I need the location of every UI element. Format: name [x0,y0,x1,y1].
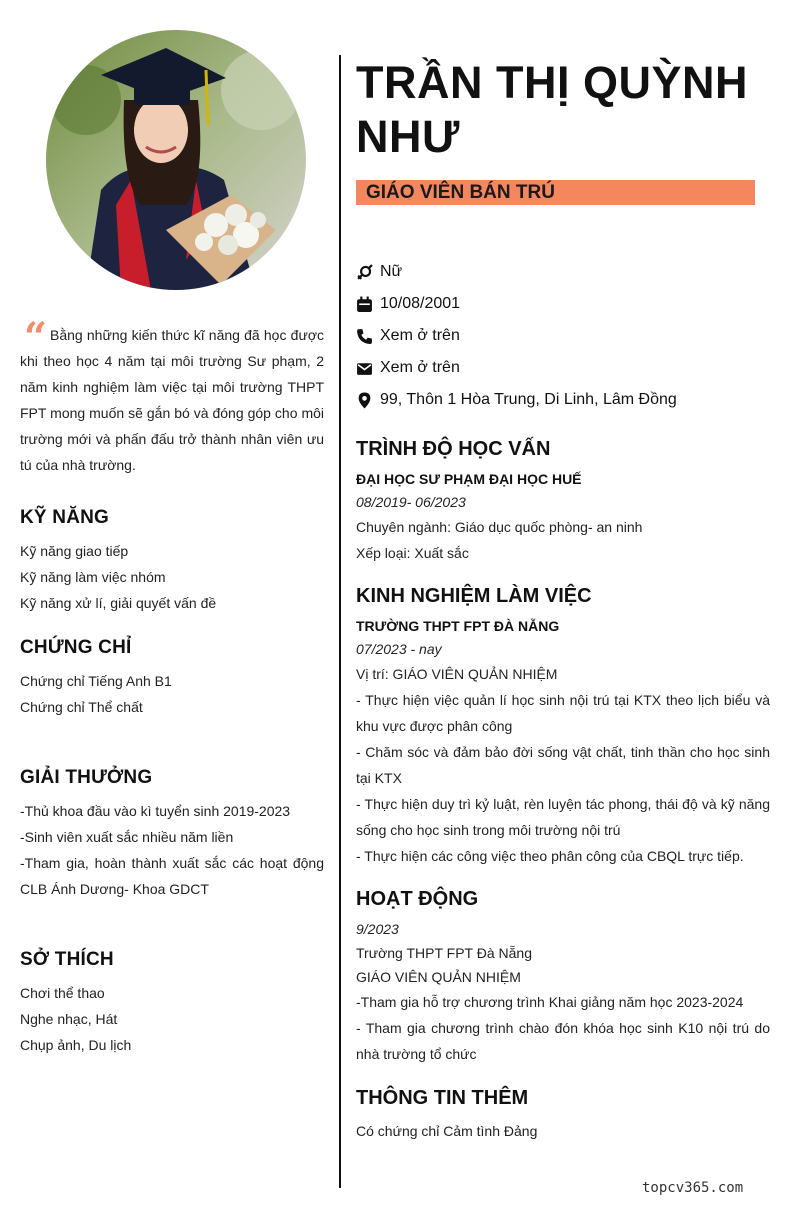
education-grade: Xếp loại: Xuất sắc [356,545,469,561]
list-item: Chơi thể thao [20,985,105,1001]
position-title: GIÁO VIÊN BÁN TRÚ [366,182,555,203]
phone-text: Xem ở trên [380,327,460,344]
calendar-icon [356,296,373,313]
address-text: 99, Thôn 1 Hòa Trung, Di Linh, Lâm Đồng [380,391,677,408]
list-item: -Tham gia, hoàn thành xuất sắc các hoạt động CLB Ánh Dương- Khoa GDCT [20,855,324,897]
column-divider [339,55,341,1188]
list-item: Chứng chỉ Tiếng Anh B1 [20,673,172,689]
summary-text: Bằng những kiến thức kĩ năng đã học được khi theo học 4 năm tại môi trường Sư phạm, 2 năm kinh nghiệm làm việc tại môi trường THPT FPT mong muốn sẽ gắn bó và đóng góp cho môi trường mới và phấn đấu trở thành nhân viên ưu tú của nhà trường. [20,327,324,473]
email-text: Xem ở trên [380,359,460,376]
certificates-title: CHỨNG CHỈ [20,637,132,658]
school-name: ĐẠI HỌC SƯ PHẠM ĐẠI HỌC HUẾ [356,471,582,487]
envelope-icon [356,360,373,377]
extra-info-title: THÔNG TIN THÊM [356,1087,529,1109]
experience-duty: - Thực hiện các công việc theo phân công của CBQL trực tiếp. [356,848,744,864]
list-item: Chứng chỉ Thể chất [20,699,143,715]
phone-icon [356,328,373,345]
career-summary [20,314,324,478]
awards-title: GIẢI THƯỞNG [20,767,153,788]
list-item: -Thủ khoa đầu vào kì tuyển sinh 2019-2023 [20,803,291,819]
list-item: Kỹ năng làm việc nhóm [20,569,166,585]
map-pin-icon [356,392,373,409]
education-major: Chuyên ngành: Giáo dục quốc phòng- an ninh [356,519,643,535]
gender-text: Nữ [380,263,403,280]
position-banner [356,180,755,205]
hobbies-list [20,980,324,1058]
gender-icon [356,264,373,281]
activities-item: -Tham gia hỗ trợ chương trình Khai giảng năm học 2023-2024 [356,994,744,1010]
skills-title: KỸ NĂNG [20,507,110,528]
education-section [356,467,770,566]
education-period: 08/2019- 06/2023 [356,494,466,510]
education-title: TRÌNH ĐỘ HỌC VẤN [356,438,551,460]
experience-duty: - Chăm sóc và đảm bảo đời sống vật chất, tinh thần cho học sinh tại KTX [356,744,770,786]
activities-title: HOẠT ĐỘNG [356,888,479,910]
list-item: -Sinh viên xuất sắc nhiều năm liền [20,829,234,845]
skills-list [20,538,324,616]
awards-list [20,798,324,902]
experience-duty: - Thực hiện việc quản lí học sinh nội trú tại KTX theo lịch biểu và khu vực được phân công [356,692,770,734]
activities-section [356,918,770,1067]
certificates-list [20,668,324,720]
experience-role: Vị trí: GIÁO VIÊN QUẢN NHIỆM [356,666,558,682]
extra-info-section [356,1118,770,1144]
activities-item: - Tham gia chương trình chào đón khóa học sinh K10 nội trú do nhà trường tổ chức [356,1020,770,1062]
experience-period: 07/2023 - nay [356,641,442,657]
birthday-text: 10/08/2001 [380,295,461,312]
avatar-photo [46,30,306,290]
watermark-text: topcv365.com [642,1180,744,1196]
list-item: Kỹ năng giao tiếp [20,543,129,559]
list-item: Chụp ảnh, Du lịch [20,1037,132,1053]
activities-period: 9/2023 [356,921,399,937]
experience-title: KINH NGHIỆM LÀM VIỆC [356,585,592,607]
hobbies-title: SỞ THÍCH [20,949,114,970]
list-item: Nghe nhạc, Hát [20,1011,118,1027]
company-name: TRƯỜNG THPT FPT ĐÀ NẴNG [356,618,560,634]
activities-role: GIÁO VIÊN QUẢN NHIỆM [356,969,521,985]
experience-section [356,614,770,869]
list-item: Kỹ năng xử lí, giải quyết vấn đề [20,595,217,611]
candidate-name: TRẦN THỊ QUỲNH NHƯ [356,57,748,162]
quote-icon: “ [24,314,48,361]
experience-duty: - Thực hiện duy trì kỷ luật, rèn luyện tác phong, thái độ và kỹ năng sống cho học sinh trong môi trường nội trú [356,796,770,838]
extra-info-text: Có chứng chỉ Cảm tình Đảng [356,1123,538,1139]
activities-org: Trường THPT FPT Đà Nẵng [356,945,532,961]
